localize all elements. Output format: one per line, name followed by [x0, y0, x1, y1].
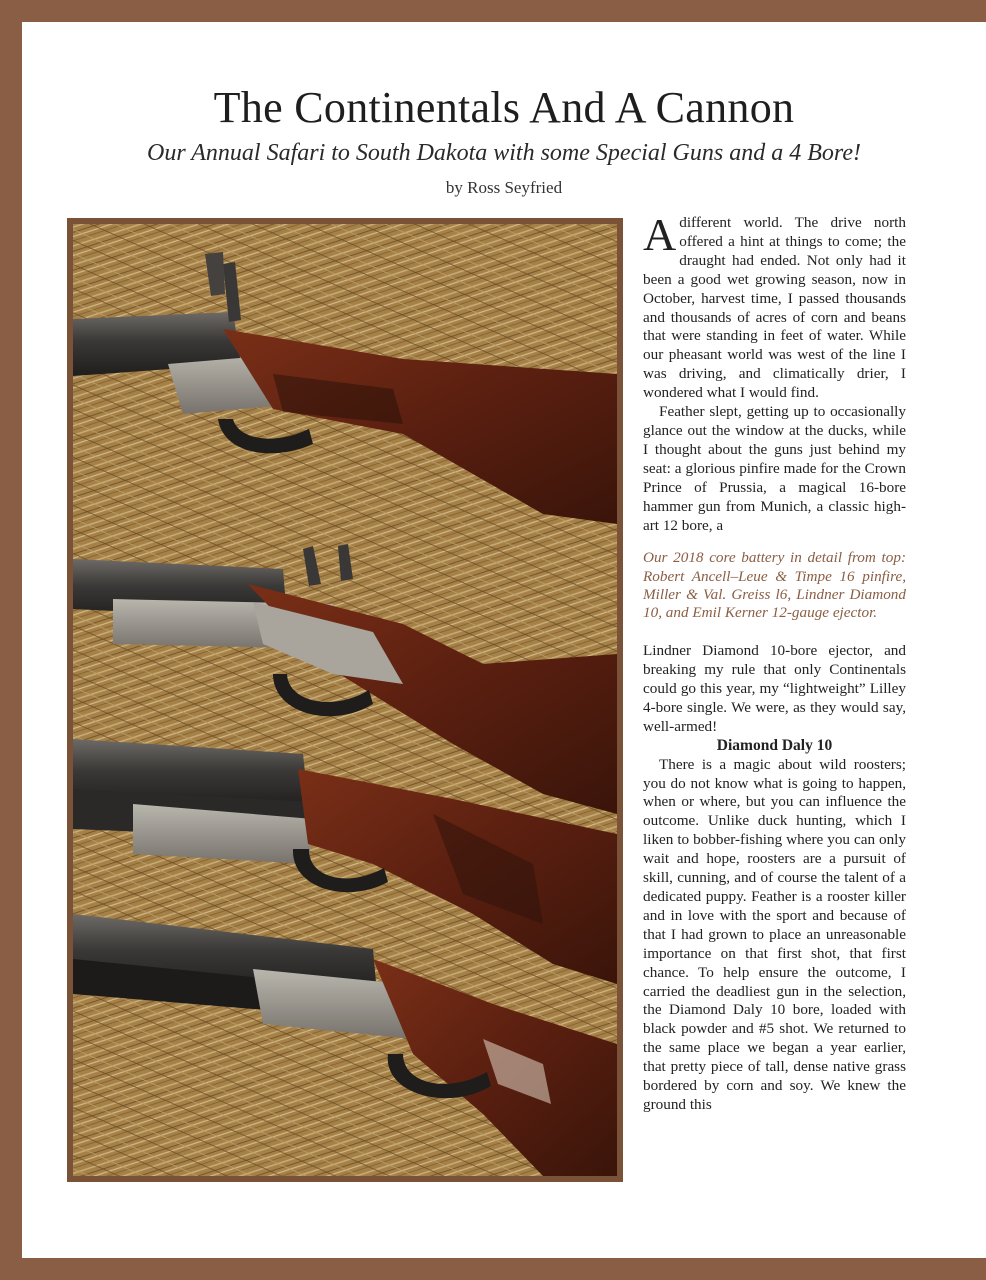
paragraph-3: Lindner Diamond 10-bore ejector, and breaking my rule that only Continentals could go this year, my “lightweight” Lilley 4-bore single. We were, as they would say, well-armed!	[643, 642, 906, 735]
shotguns-photo	[67, 218, 623, 1182]
magazine-page	[22, 22, 986, 1258]
paragraph-1-text: different world. The drive north offered a hint at things to come; the draught had ended. Not only had it been a good wet growing season, now in October, harvest time, I passed thousands and thousands of acres of corn and beans that were standing in feet of water. While our pheasant world was west of the line I was driving, and climatically drier, I wondered what I would find.	[643, 214, 906, 402]
paragraph-2: Feather slept, getting up to occasionally glance out the window at the ducks, while I thought about the guns just behind my seat: a glorious pinfire made for the Crown Prince of Prussia, a magical 16-bore hammer gun from Munich, a classic high-art 12 bore, a	[643, 403, 906, 534]
paragraph-4: There is a magic about wild roosters; you do not know what is going to happen, when or where, but you can influence the outcome. Unlike duck hunting, which I liken to bobber-fishing where you can only wait and hope, roosters are a pursuit of skill, cunning, and of course the talent of a dedicated puppy. Feather is a rooster killer and in love with the sport and because of that I had grown to place an unreasonable importance on that first shot, that first chance. To help ensure the outcome, I carried the deadliest gun in the selection, the Diamond Daly 10 bore, loaded with black powder and #5 shot. We returned to the same place we began a year earlier, that pretty piece of tall, dense native grass bordered by corn and soy. We knew the ground this	[643, 755, 906, 1113]
article-title: The Continentals And A Cannon	[213, 83, 795, 132]
photo-caption: Our 2018 core battery in detail from top: Robert Ancell–Leue & Timpe 16 pinfire, Miller & Val. Greiss l6, Lindner Diamond 10, and Emil Kerner 12-gauge ejector.	[643, 549, 906, 622]
drop-cap: A	[643, 209, 677, 260]
section-subhead: Diamond Daly 10	[716, 736, 833, 754]
shotguns-illustration	[73, 224, 617, 1176]
article-text-column	[643, 209, 906, 1115]
byline: by Ross Seyfried	[445, 178, 563, 197]
article-subtitle: Our Annual Safari to South Dakota with some Special Guns and a 4 Bore!	[147, 140, 861, 166]
paragraph-1	[643, 209, 906, 403]
